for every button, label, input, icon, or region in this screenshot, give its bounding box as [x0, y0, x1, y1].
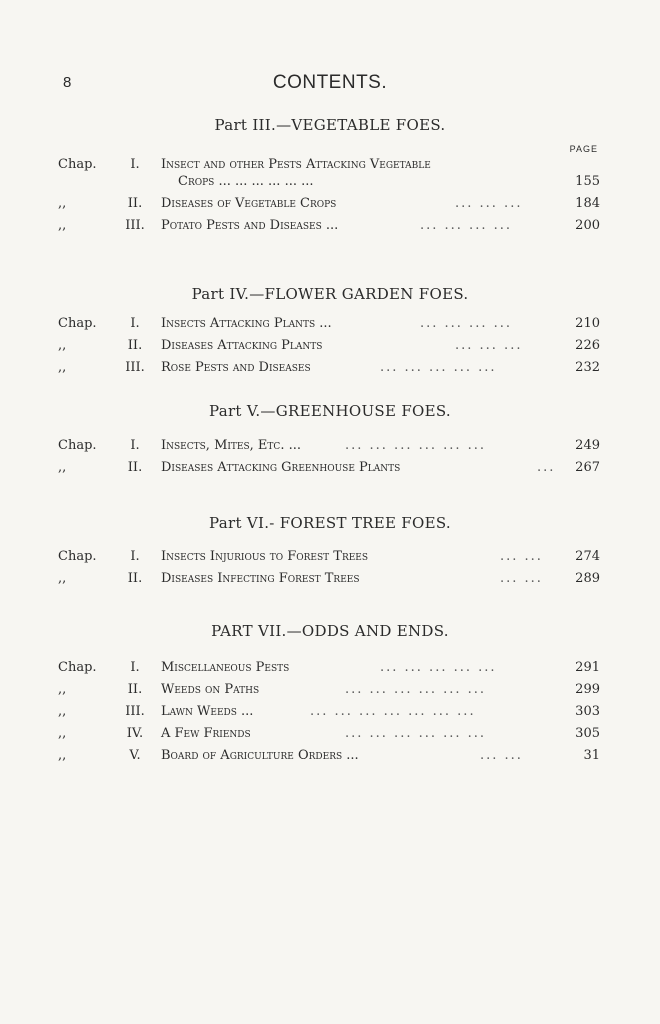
chapter-label: ,, [58, 682, 67, 697]
chapter-label: Chap. [58, 316, 97, 331]
toc-row [0, 460, 660, 478]
chapter-label: Chap. [58, 549, 97, 564]
chapter-label: ,, [58, 338, 67, 353]
chapter-title: Insects Injurious to Forest Trees [161, 549, 369, 564]
page-ref: 249 [575, 438, 600, 453]
dot-leader: ... ... ... ... [420, 218, 512, 233]
page-column-label: PAGE [569, 144, 598, 154]
toc-row [0, 682, 660, 700]
chapter-title: Rose Pests and Diseases [161, 360, 311, 375]
chapter-title: A Few Friends [161, 726, 251, 741]
page-ref: 267 [575, 460, 600, 475]
part-title: PART VII.—ODDS AND ENDS. [211, 622, 449, 640]
part-title: Part VI.- FOREST TREE FOES. [209, 514, 451, 532]
toc-row [0, 704, 660, 722]
page-ref: 299 [575, 682, 600, 697]
dot-leader: ... [537, 460, 556, 475]
page-ref: 289 [575, 571, 600, 586]
dot-leader: ... ... ... [455, 196, 523, 211]
page-ref: 232 [575, 360, 600, 375]
page-ref: 305 [575, 726, 600, 741]
toc-row [0, 549, 660, 567]
dot-leader: ... ... [500, 571, 543, 586]
chapter-number: I. [130, 549, 140, 564]
dot-leader: ... ... [500, 549, 543, 564]
dot-leader: ... ... ... ... ... ... [345, 682, 487, 697]
page-ref: 226 [575, 338, 600, 353]
dot-leader: ... ... ... ... ... [380, 660, 497, 675]
toc-row [0, 338, 660, 356]
toc-row [0, 196, 660, 214]
chapter-number: II. [127, 460, 143, 475]
chapter-title: Potato Pests and Diseases ... [161, 218, 339, 233]
chapter-title: Insect and other Pests Attacking Vegetable [161, 157, 431, 172]
part-title: Part V.—GREENHOUSE FOES. [209, 402, 451, 420]
chapter-title: Diseases Attacking Plants [161, 338, 323, 353]
page-ref: 200 [575, 218, 600, 233]
chapter-number: II. [127, 338, 143, 353]
chapter-number: IV. [126, 726, 144, 741]
chapter-title: Miscellaneous Pests [161, 660, 290, 675]
toc-row [0, 438, 660, 456]
chapter-label: ,, [58, 748, 67, 763]
dot-leader: ... ... ... ... [420, 316, 512, 331]
chapter-title: Diseases of Vegetable Crops [161, 196, 337, 211]
chapter-label: ,, [58, 571, 67, 586]
toc-row [0, 157, 660, 175]
chapter-title: Board of Agriculture Orders ... [161, 748, 359, 763]
running-head: CONTENTS. [272, 72, 388, 93]
chapter-number: V. [129, 748, 141, 763]
page-ref: 303 [575, 704, 600, 719]
toc-row-continuation [0, 174, 660, 192]
chapter-title: Weeds on Paths [161, 682, 260, 697]
chapter-label: Chap. [58, 438, 97, 453]
toc-row [0, 218, 660, 236]
dot-leader: ... ... [480, 748, 523, 763]
chapter-number: II. [127, 196, 143, 211]
part-title: Part III.—VEGETABLE FOES. [214, 116, 446, 134]
page-ref: 210 [575, 316, 600, 331]
chapter-label: ,, [58, 460, 67, 475]
chapter-number: II. [127, 682, 143, 697]
page-ref: 31 [583, 748, 600, 763]
chapter-number: I. [130, 157, 140, 172]
chapter-title: Insects Attacking Plants ... [161, 316, 332, 331]
page-ref: 155 [575, 174, 600, 189]
chapter-label: ,, [58, 726, 67, 741]
toc-row [0, 726, 660, 744]
chapter-label: ,, [58, 218, 67, 233]
chapter-number: III. [125, 218, 145, 233]
chapter-label: Chap. [58, 157, 97, 172]
toc-row [0, 748, 660, 766]
chapter-title: Lawn Weeds ... [161, 704, 254, 719]
toc-row [0, 660, 660, 678]
dot-leader: ... ... ... ... ... [380, 360, 497, 375]
chapter-number: I. [130, 660, 140, 675]
chapter-number: III. [125, 360, 145, 375]
toc-row [0, 316, 660, 334]
chapter-label: ,, [58, 704, 67, 719]
dot-leader: ... ... ... ... ... ... [345, 438, 487, 453]
page-ref: 274 [575, 549, 600, 564]
toc-row [0, 360, 660, 378]
dot-leader: ... ... ... ... ... ... [345, 726, 487, 741]
chapter-label: ,, [58, 360, 67, 375]
page-number: 8 [63, 74, 72, 91]
chapter-number: I. [130, 438, 140, 453]
chapter-title: Diseases Attacking Greenhouse Plants [161, 460, 401, 475]
chapter-title-continuation: Crops ... ... ... ... ... ... [178, 174, 314, 189]
chapter-title: Diseases Infecting Forest Trees [161, 571, 360, 586]
page-ref: 291 [575, 660, 600, 675]
chapter-number: II. [127, 571, 143, 586]
chapter-number: I. [130, 316, 140, 331]
chapter-label: ,, [58, 196, 67, 211]
toc-row [0, 571, 660, 589]
page-ref: 184 [575, 196, 600, 211]
chapter-label: Chap. [58, 660, 97, 675]
chapter-title: Insects, Mites, Etc. ... [161, 438, 301, 453]
dot-leader: ... ... ... ... ... ... ... [310, 704, 476, 719]
part-title: Part IV.—FLOWER GARDEN FOES. [191, 285, 469, 303]
chapter-number: III. [125, 704, 145, 719]
dot-leader: ... ... ... [455, 338, 523, 353]
